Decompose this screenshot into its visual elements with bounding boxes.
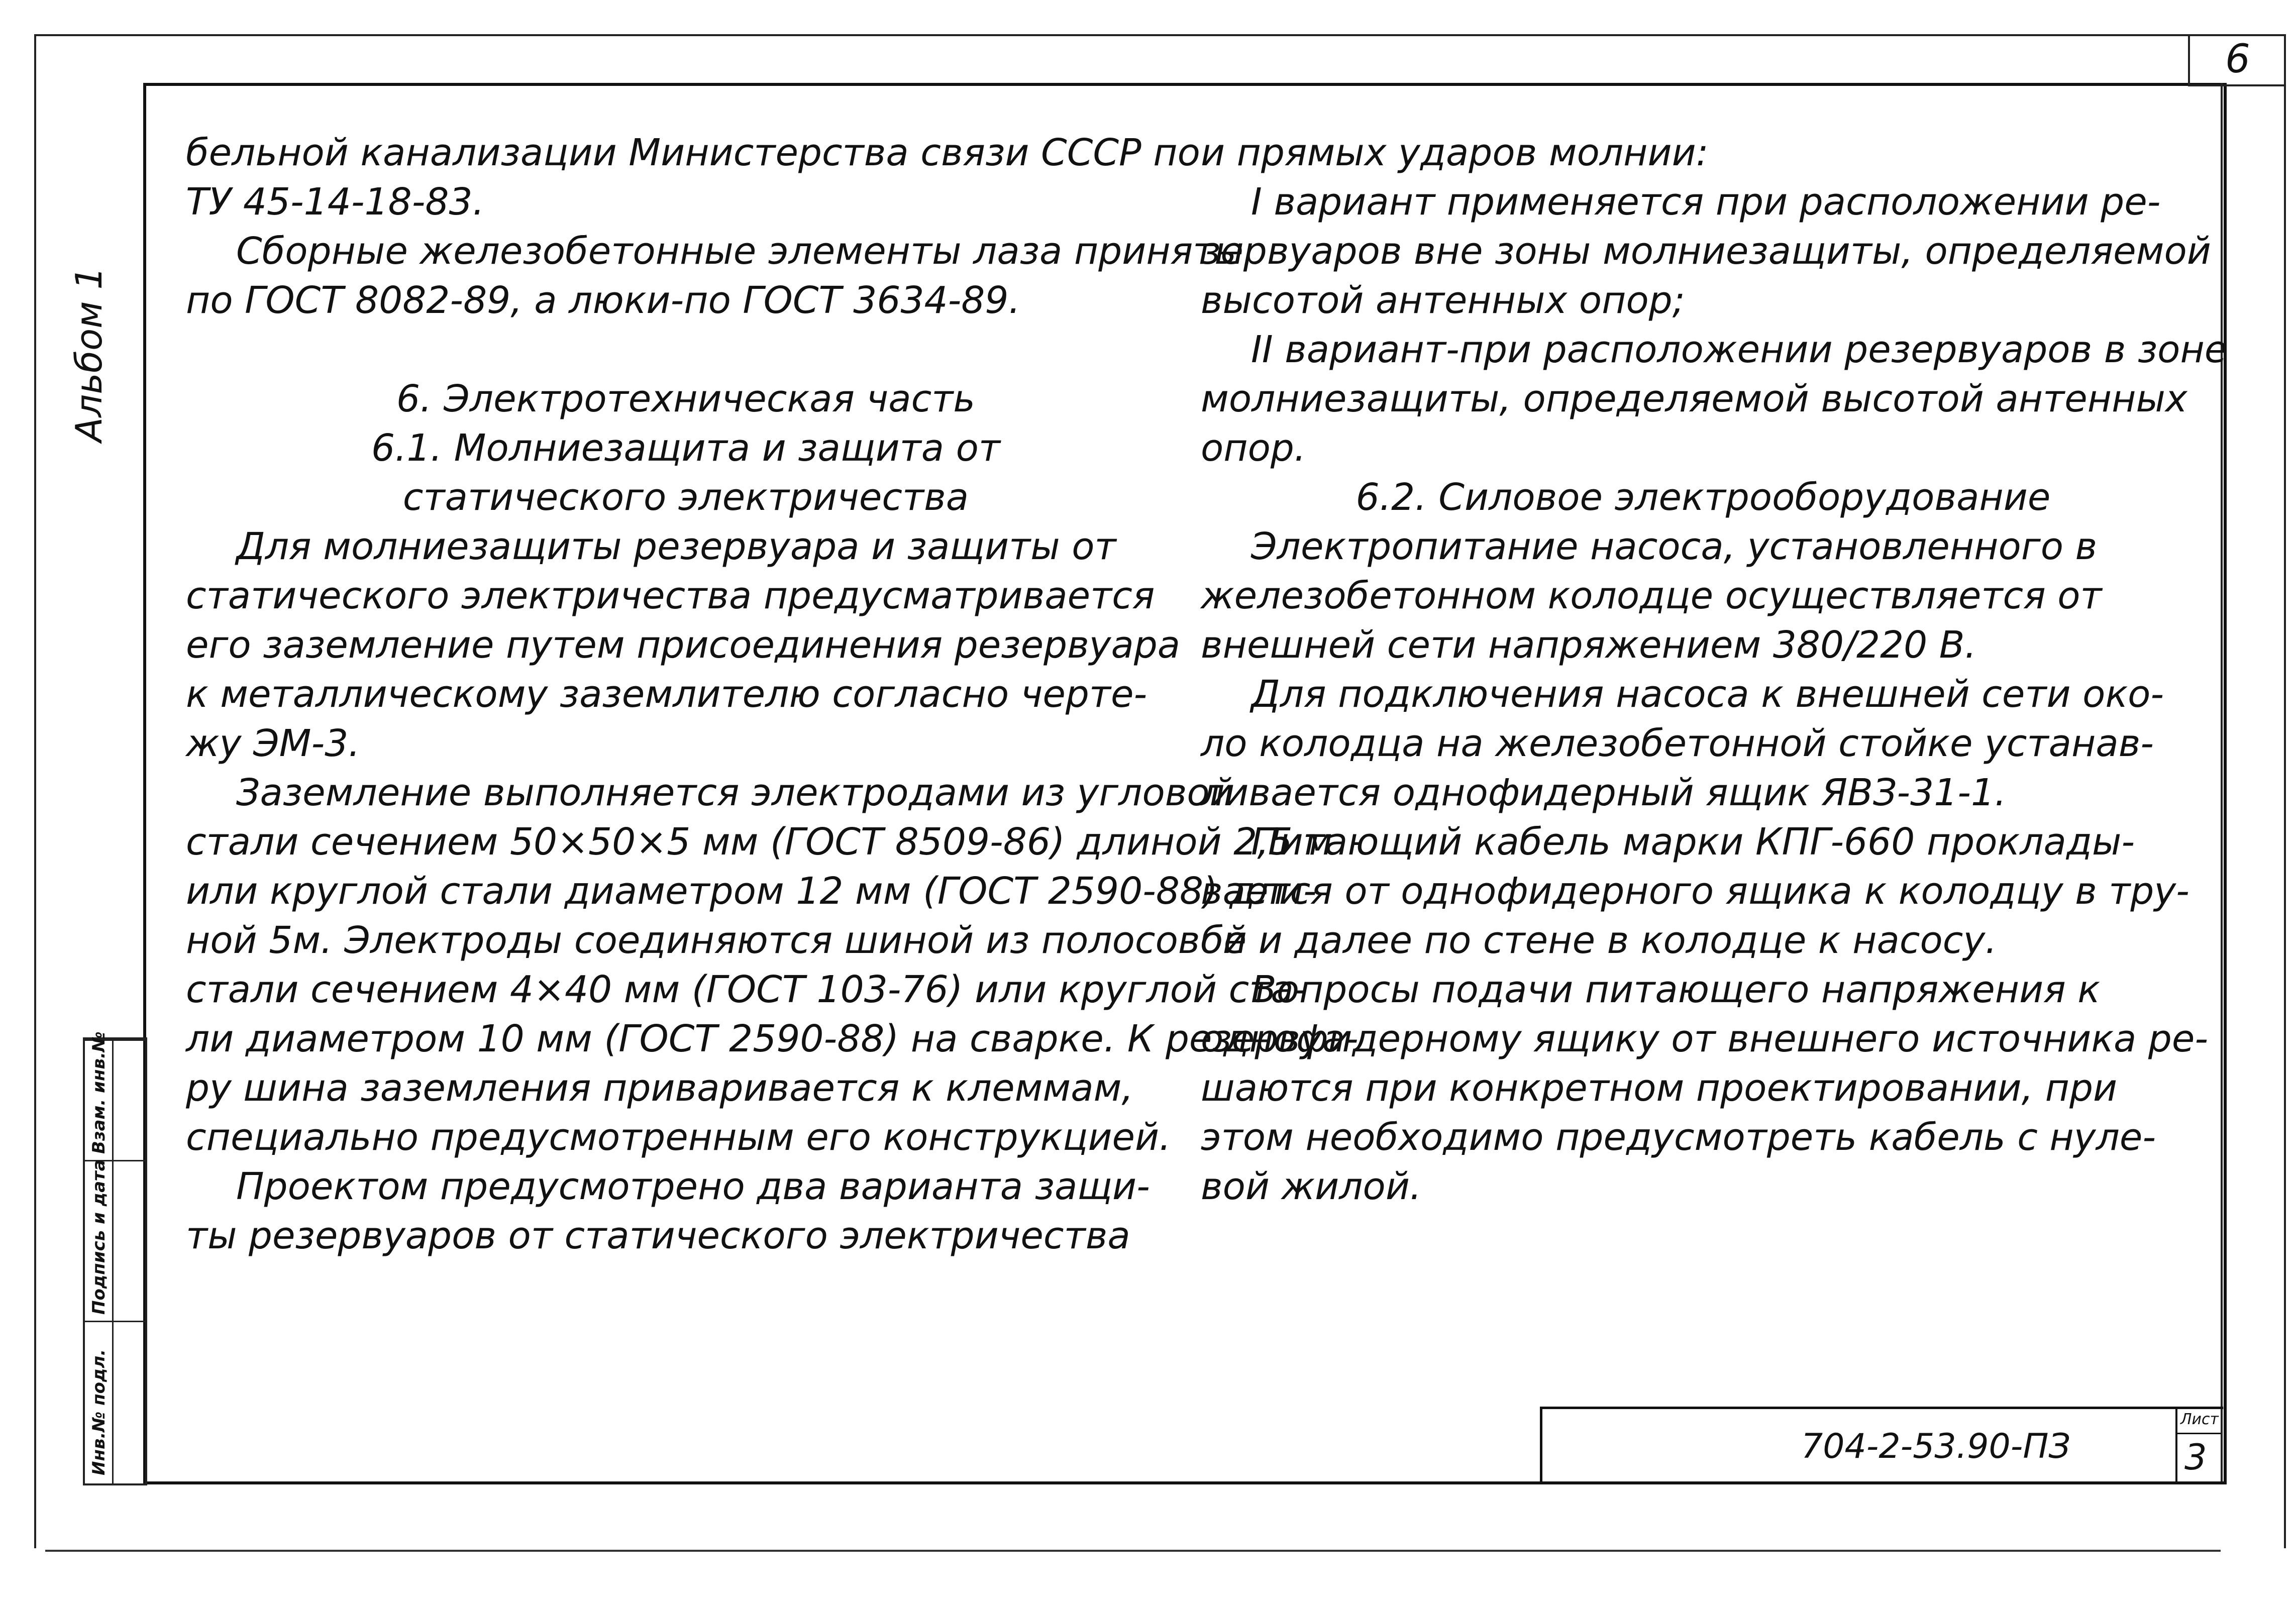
text-line: I вариант применяется при расположении ре- bbox=[1251, 180, 2161, 224]
text-line: ру шина заземления приваривается к клеммам, bbox=[186, 1066, 1133, 1110]
text-line: Проектом предусмотрено два варианта защи- bbox=[236, 1165, 1150, 1208]
text-line: или круглой стали диаметром 12 мм (ГОСТ 2590-88) дли- bbox=[186, 870, 1317, 913]
side-label-signature: Подпись и дата bbox=[89, 1159, 109, 1315]
text-line: ли диаметром 10 мм (ГОСТ 2590-88) на сварке. К резервуа- bbox=[186, 1017, 1359, 1060]
page-corner-number: 6 bbox=[2188, 34, 2285, 86]
text-line: жу ЭМ-3. bbox=[186, 722, 360, 765]
text-line: шаются при конкретном проектировании, при bbox=[1201, 1066, 2118, 1110]
text-line: Для молниезащиты резервуара и защиты от bbox=[236, 525, 1116, 568]
side-strip bbox=[83, 1031, 147, 1485]
text-line: и прямых ударов молнии: bbox=[1201, 131, 1709, 174]
text-line: Питающий кабель марки КПГ-660 проклады- bbox=[1251, 820, 2135, 864]
text-line: Вопросы подачи питающего напряжения к bbox=[1251, 968, 2100, 1011]
sheet-number: 3 bbox=[2184, 1437, 2207, 1478]
text-line: стали сечением 4×40 мм (ГОСТ 103-76) или круглой ста- bbox=[186, 968, 1307, 1011]
text-line: Сборные железобетонные элементы лаза приняты bbox=[236, 230, 1244, 273]
bottom-edge bbox=[45, 1550, 2221, 1552]
text-line: высотой антенных опор; bbox=[1201, 279, 1685, 322]
album-label: Альбом 1 bbox=[68, 266, 110, 442]
text-line bbox=[186, 325, 1186, 374]
document-code: 704-2-53.90-ПЗ bbox=[1801, 1427, 2071, 1466]
sheet-divider bbox=[2175, 1433, 2221, 1434]
text-line: специально предусмотренным его конструкцией. bbox=[186, 1116, 1171, 1159]
text-line: бельной канализации Министерства связи СССР по bbox=[186, 131, 1200, 174]
text-line: Для подключения насоса к внешней сети око- bbox=[1251, 673, 2164, 716]
text-line: ной 5м. Электроды соединяются шиной из полосовой bbox=[186, 919, 1247, 962]
text-line: II вариант-при расположении резервуаров в зоне bbox=[1251, 328, 2228, 371]
text-line: внешней сети напряжением 380/220 В. bbox=[1201, 623, 1977, 667]
text-line: ТУ 45-14-18-83. bbox=[186, 180, 485, 224]
side-label-replace: Взам. инв.№ bbox=[89, 1031, 109, 1154]
side-label-inv: Инв.№ подл. bbox=[89, 1349, 109, 1475]
text-line: Заземление выполняется электродами из угловой bbox=[236, 771, 1234, 814]
text-line: 6.2. Силовое электрооборудование bbox=[1355, 476, 2051, 519]
text-line: однофидерному ящику от внешнего источника ре- bbox=[1201, 1017, 2209, 1060]
text-line: зервуаров вне зоны молниезащиты, определяемой bbox=[1201, 230, 2211, 273]
text-line: ты резервуаров от статического электричества bbox=[186, 1214, 1130, 1257]
text-line: вой жилой. bbox=[1201, 1165, 1422, 1208]
text-line: молниезащиты, определяемой высотой антенных bbox=[1201, 377, 2187, 420]
text-line: ливается однофидерный ящик ЯВЗ-31-1. bbox=[1201, 771, 2007, 814]
text-line: железобетонном колодце осуществляется от bbox=[1201, 574, 2102, 617]
text-line: Электропитание насоса, установленного в bbox=[1251, 525, 2098, 568]
text-line: к металлическому заземлителю согласно черте- bbox=[186, 673, 1147, 716]
text-line: по ГОСТ 8082-89, а люки-по ГОСТ 3634-89. bbox=[186, 279, 1020, 322]
text-line: опор. bbox=[1201, 426, 1306, 470]
right-column bbox=[1201, 128, 2228, 1211]
text-line: 6.1. Молниезащита и защита от bbox=[371, 426, 1001, 470]
text-line: ло колодца на железобетонной стойке устанав- bbox=[1201, 722, 2154, 765]
sheet-label: Лист bbox=[2180, 1411, 2219, 1428]
text-line: стали сечением 50×50×5 мм (ГОСТ 8509-86) длиной 2,5 м bbox=[186, 820, 1333, 864]
text-line: вается от однофидерного ящика к колодцу в тру- bbox=[1201, 870, 2189, 913]
text-line: бе и далее по стене в колодце к насосу. bbox=[1201, 919, 1997, 962]
right-band bbox=[2221, 83, 2223, 1481]
text-line: 6. Электротехническая часть bbox=[396, 377, 976, 420]
text-line: статического электричества bbox=[402, 476, 969, 519]
text-line: статического электричества предусматривается bbox=[186, 574, 1155, 617]
text-line: его заземление путем присоединения резервуара bbox=[186, 623, 1181, 667]
text-line: этом необходимо предусмотреть кабель с нуле- bbox=[1201, 1116, 2156, 1159]
